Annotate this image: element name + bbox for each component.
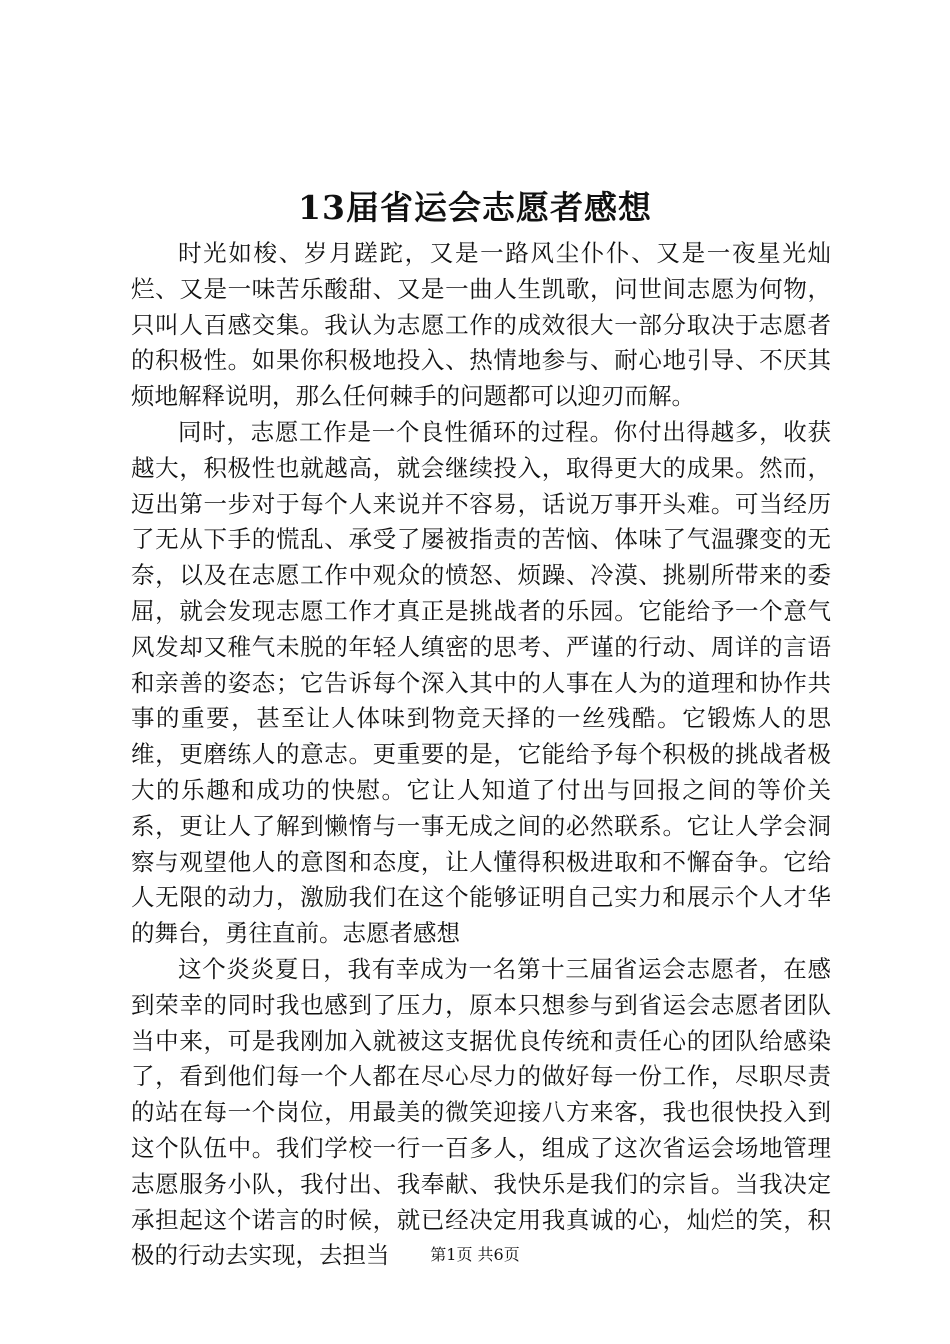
document-body bbox=[131, 236, 831, 1274]
page-footer: 第1页 共6页 bbox=[430, 1245, 520, 1264]
document-title: 13届省运会志愿者感想 bbox=[298, 188, 652, 227]
paragraph-2: 同时，志愿工作是一个良性循环的过程。你付出得越多，收获越大，积极性也就越高，就会继续投入，取得更大的成果。然而，迈出第一步对于每个人来说并不容易，话说万事开头难。可当经历了无从下手的慌乱、承受了屡被指责的苦恼、体味了气温骤变的无奈，以及在志愿工作中观众的愤怒、烦躁、冷漠、挑剔所带来的委屈，就会发现志愿工作才真正是挑战者的乐园。它能给予一个意气风发却又稚气未脱的年轻人缜密的思考、严谨的行动、周详的言语和亲善的姿态；它告诉每个深入其中的人事在人为的道理和协作共事的重要，甚至让人体味到物竞天择的一丝残酷。它锻炼人的思维，更磨练人的意志。更重要的是，它能给予每个积极的挑战者极大的乐趣和成功的快慰。它让人知道了付出与回报之间的等价关系，更让人了解到懒惰与一事无成之间的必然联系。它让人学会洞察与观望他人的意图和态度，让人懂得积极进取和不懈奋争。它给人无限的动力，激励我们在这个能够证明自己实力和展示个人才华的舞台，勇往直前。志愿者感想 bbox=[131, 417, 831, 948]
paragraph-3: 这个炎炎夏日，我有幸成为一名第十三届省运会志愿者，在感到荣幸的同时我也感到了压力，原本只想参与到省运会志愿者团队当中来，可是我刚加入就被这支据优良传统和责任心的团队给感染了，看到他们每一个人都在尽心尽力的做好每一份工作，尽职尽责的站在每一个岗位，用最美的微笑迎接八方来客，我也很快投入到这个队伍中。我们学校一行一百多人，组成了这次省运会场地管理志愿服务小队，我付出、我奉献、我快乐是我们的宗旨。当我决定承担起这个诺言的时候，就已经决定用我真诚的心，灿烂的笑，积极的行动去实现，去担当 bbox=[131, 954, 831, 1270]
paragraph-1: 时光如梭、岁月蹉跎，又是一路风尘仆仆、又是一夜星光灿烂、又是一味苦乐酸甜、又是一曲人生凯歌，问世间志愿为何物，只叫人百感交集。我认为志愿工作的成效很大一部分取决于志愿者的积极性。如果你积极地投入、热情地参与、耐心地引导、不厌其烦地解释说明，那么任何棘手的问题都可以迎刃而解。 bbox=[131, 239, 831, 411]
